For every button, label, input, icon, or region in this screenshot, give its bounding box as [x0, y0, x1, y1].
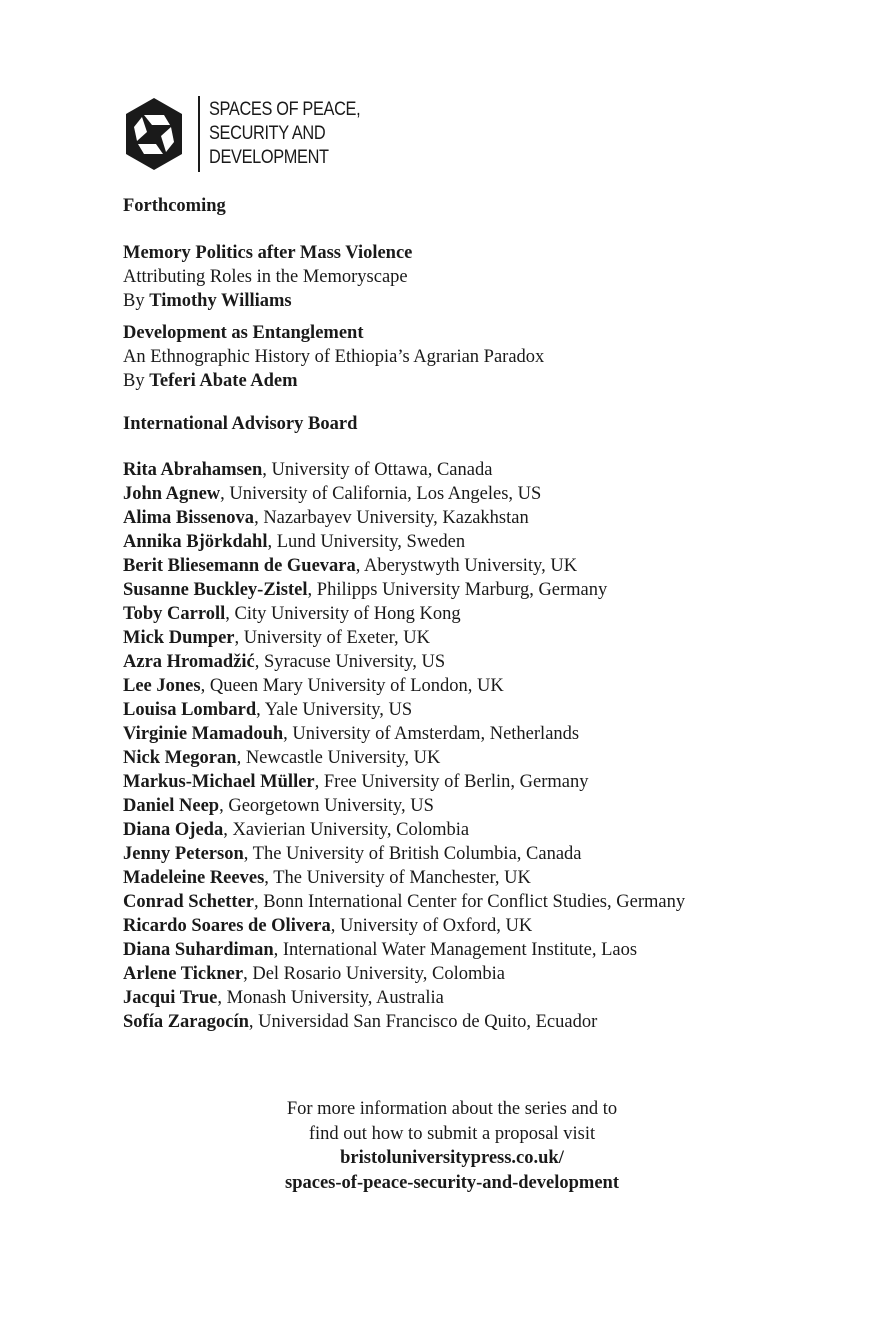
member-name: Conrad Schetter: [123, 892, 255, 912]
series-url-line-2: spaces-of-peace-security-and-development: [285, 1172, 619, 1193]
forthcoming-heading: Forthcoming: [123, 196, 226, 216]
member-affiliation: , International Water Management Institute, Laos: [273, 940, 638, 960]
member-affiliation: , The University of Manchester, UK: [264, 868, 531, 888]
board-member: [123, 506, 783, 530]
board-member: [123, 530, 783, 554]
aperture-logo-icon: [122, 96, 186, 172]
board-member: [123, 770, 783, 794]
member-name: Madeleine Reeves: [123, 868, 265, 888]
member-affiliation: , Syracuse University, US: [254, 652, 446, 672]
member-affiliation: , Queen Mary University of London, UK: [200, 676, 504, 696]
board-member: [123, 1010, 783, 1034]
member-name: Daniel Neep: [123, 796, 220, 816]
footer-text-line-2: find out how to submit a proposal visit: [308, 1123, 596, 1144]
member-affiliation: , Xavierian University, Colombia: [223, 820, 470, 840]
member-name: Toby Carroll: [123, 604, 226, 624]
board-member: [123, 866, 783, 890]
member-name: Azra Hromadžić: [123, 652, 255, 672]
series-url-line-1: bristoluniversitypress.co.uk/: [340, 1148, 564, 1168]
board-member: [123, 842, 783, 866]
member-name: Diana Ojeda: [123, 820, 224, 840]
series-logo: [122, 96, 385, 172]
member-name: Rita Abrahamsen: [123, 460, 263, 480]
board-member: [123, 554, 783, 578]
member-affiliation: , Georgetown University, US: [219, 796, 434, 816]
board-member: [123, 698, 783, 722]
series-name-line-2: SECURITY AND: [209, 123, 326, 144]
member-affiliation: , University of Ottawa, Canada: [262, 460, 493, 480]
member-name: Mick Dumper: [123, 628, 235, 648]
member-affiliation: , Nazarbayev University, Kazakhstan: [254, 508, 529, 528]
book-subtitle: An Ethnographic History of Ethiopia’s Agrarian Paradox: [123, 347, 545, 367]
forthcoming-book: [123, 321, 783, 393]
board-member: [123, 746, 783, 770]
board-member: [123, 626, 783, 650]
book-byline: [123, 369, 783, 393]
board-member: [123, 938, 783, 962]
board-member: [123, 674, 783, 698]
series-name-line-3: DEVELOPMENT: [209, 147, 329, 168]
member-affiliation: , Bonn International Center for Conflict Studies, Germany: [254, 892, 686, 912]
byline-prefix: By: [123, 291, 145, 311]
member-affiliation: , Universidad San Francisco de Quito, Ecuador: [248, 1012, 598, 1032]
member-affiliation: , City University of Hong Kong: [225, 604, 461, 624]
member-affiliation: , University of Exeter, UK: [234, 628, 431, 648]
member-name: Berit Bliesemann de Guevara: [123, 556, 356, 576]
book-subtitle: Attributing Roles in the Memoryscape: [123, 267, 408, 287]
board-member: [123, 818, 783, 842]
book-title: Development as Entanglement: [123, 323, 364, 343]
board-member: [123, 722, 783, 746]
member-affiliation: , University of Amsterdam, Netherlands: [283, 724, 580, 744]
series-name: [209, 98, 360, 170]
board-member: [123, 650, 783, 674]
member-name: John Agnew: [123, 484, 221, 504]
member-name: Lee Jones: [123, 676, 201, 696]
member-affiliation: , Monash University, Australia: [217, 988, 444, 1008]
member-name: Jacqui True: [123, 988, 218, 1008]
book-byline: [123, 289, 783, 313]
member-affiliation: , Free University of Berlin, Germany: [314, 772, 589, 792]
member-name: Sofía Zaragocín: [123, 1012, 249, 1032]
footer-text-line-1: For more information about the series and to: [286, 1099, 618, 1119]
book-author: Timothy Williams: [149, 291, 292, 311]
member-name: Arlene Tickner: [123, 964, 244, 984]
member-affiliation: , Newcastle University, UK: [236, 748, 441, 768]
member-affiliation: , Lund University, Sweden: [267, 532, 466, 552]
board-member: [123, 962, 783, 986]
book-title: Memory Politics after Mass Violence: [123, 243, 413, 263]
member-affiliation: , Aberystwyth University, UK: [355, 556, 578, 576]
advisory-board-list: [123, 458, 783, 1034]
member-affiliation: , University of Oxford, UK: [330, 916, 533, 936]
member-affiliation: , University of California, Los Angeles, US: [220, 484, 542, 504]
series-info-footer: [122, 1097, 782, 1195]
series-name-line-1: SPACES OF PEACE,: [209, 99, 361, 120]
book-author: Teferi Abate Adem: [149, 371, 298, 391]
member-affiliation: , The University of British Columbia, Canada: [243, 844, 582, 864]
member-name: Alima Bissenova: [123, 508, 255, 528]
member-affiliation: , Yale University, US: [256, 700, 413, 720]
board-member: [123, 986, 783, 1010]
board-member: [123, 482, 783, 506]
member-name: Virginie Mamadouh: [123, 724, 284, 744]
board-member: [123, 578, 783, 602]
member-name: Ricardo Soares de Olivera: [123, 916, 331, 936]
page-content: [123, 194, 783, 1034]
byline-prefix: By: [123, 371, 145, 391]
logo-divider: [198, 96, 200, 172]
member-name: Annika Björkdahl: [123, 532, 268, 552]
member-affiliation: , Philipps University Marburg, Germany: [307, 580, 608, 600]
member-name: Markus-Michael Müller: [123, 772, 315, 792]
member-affiliation: , Del Rosario University, Colombia: [243, 964, 505, 984]
member-name: Nick Megoran: [123, 748, 237, 768]
board-member: [123, 602, 783, 626]
member-name: Louisa Lombard: [123, 700, 257, 720]
member-name: Susanne Buckley-Zistel: [123, 580, 308, 600]
member-name: Jenny Peterson: [123, 844, 244, 864]
board-member: [123, 794, 783, 818]
board-member: [123, 890, 783, 914]
board-member: [123, 914, 783, 938]
forthcoming-book: [123, 241, 783, 313]
board-member: [123, 458, 783, 482]
member-name: Diana Suhardiman: [123, 940, 274, 960]
advisory-board-heading: International Advisory Board: [123, 414, 358, 434]
